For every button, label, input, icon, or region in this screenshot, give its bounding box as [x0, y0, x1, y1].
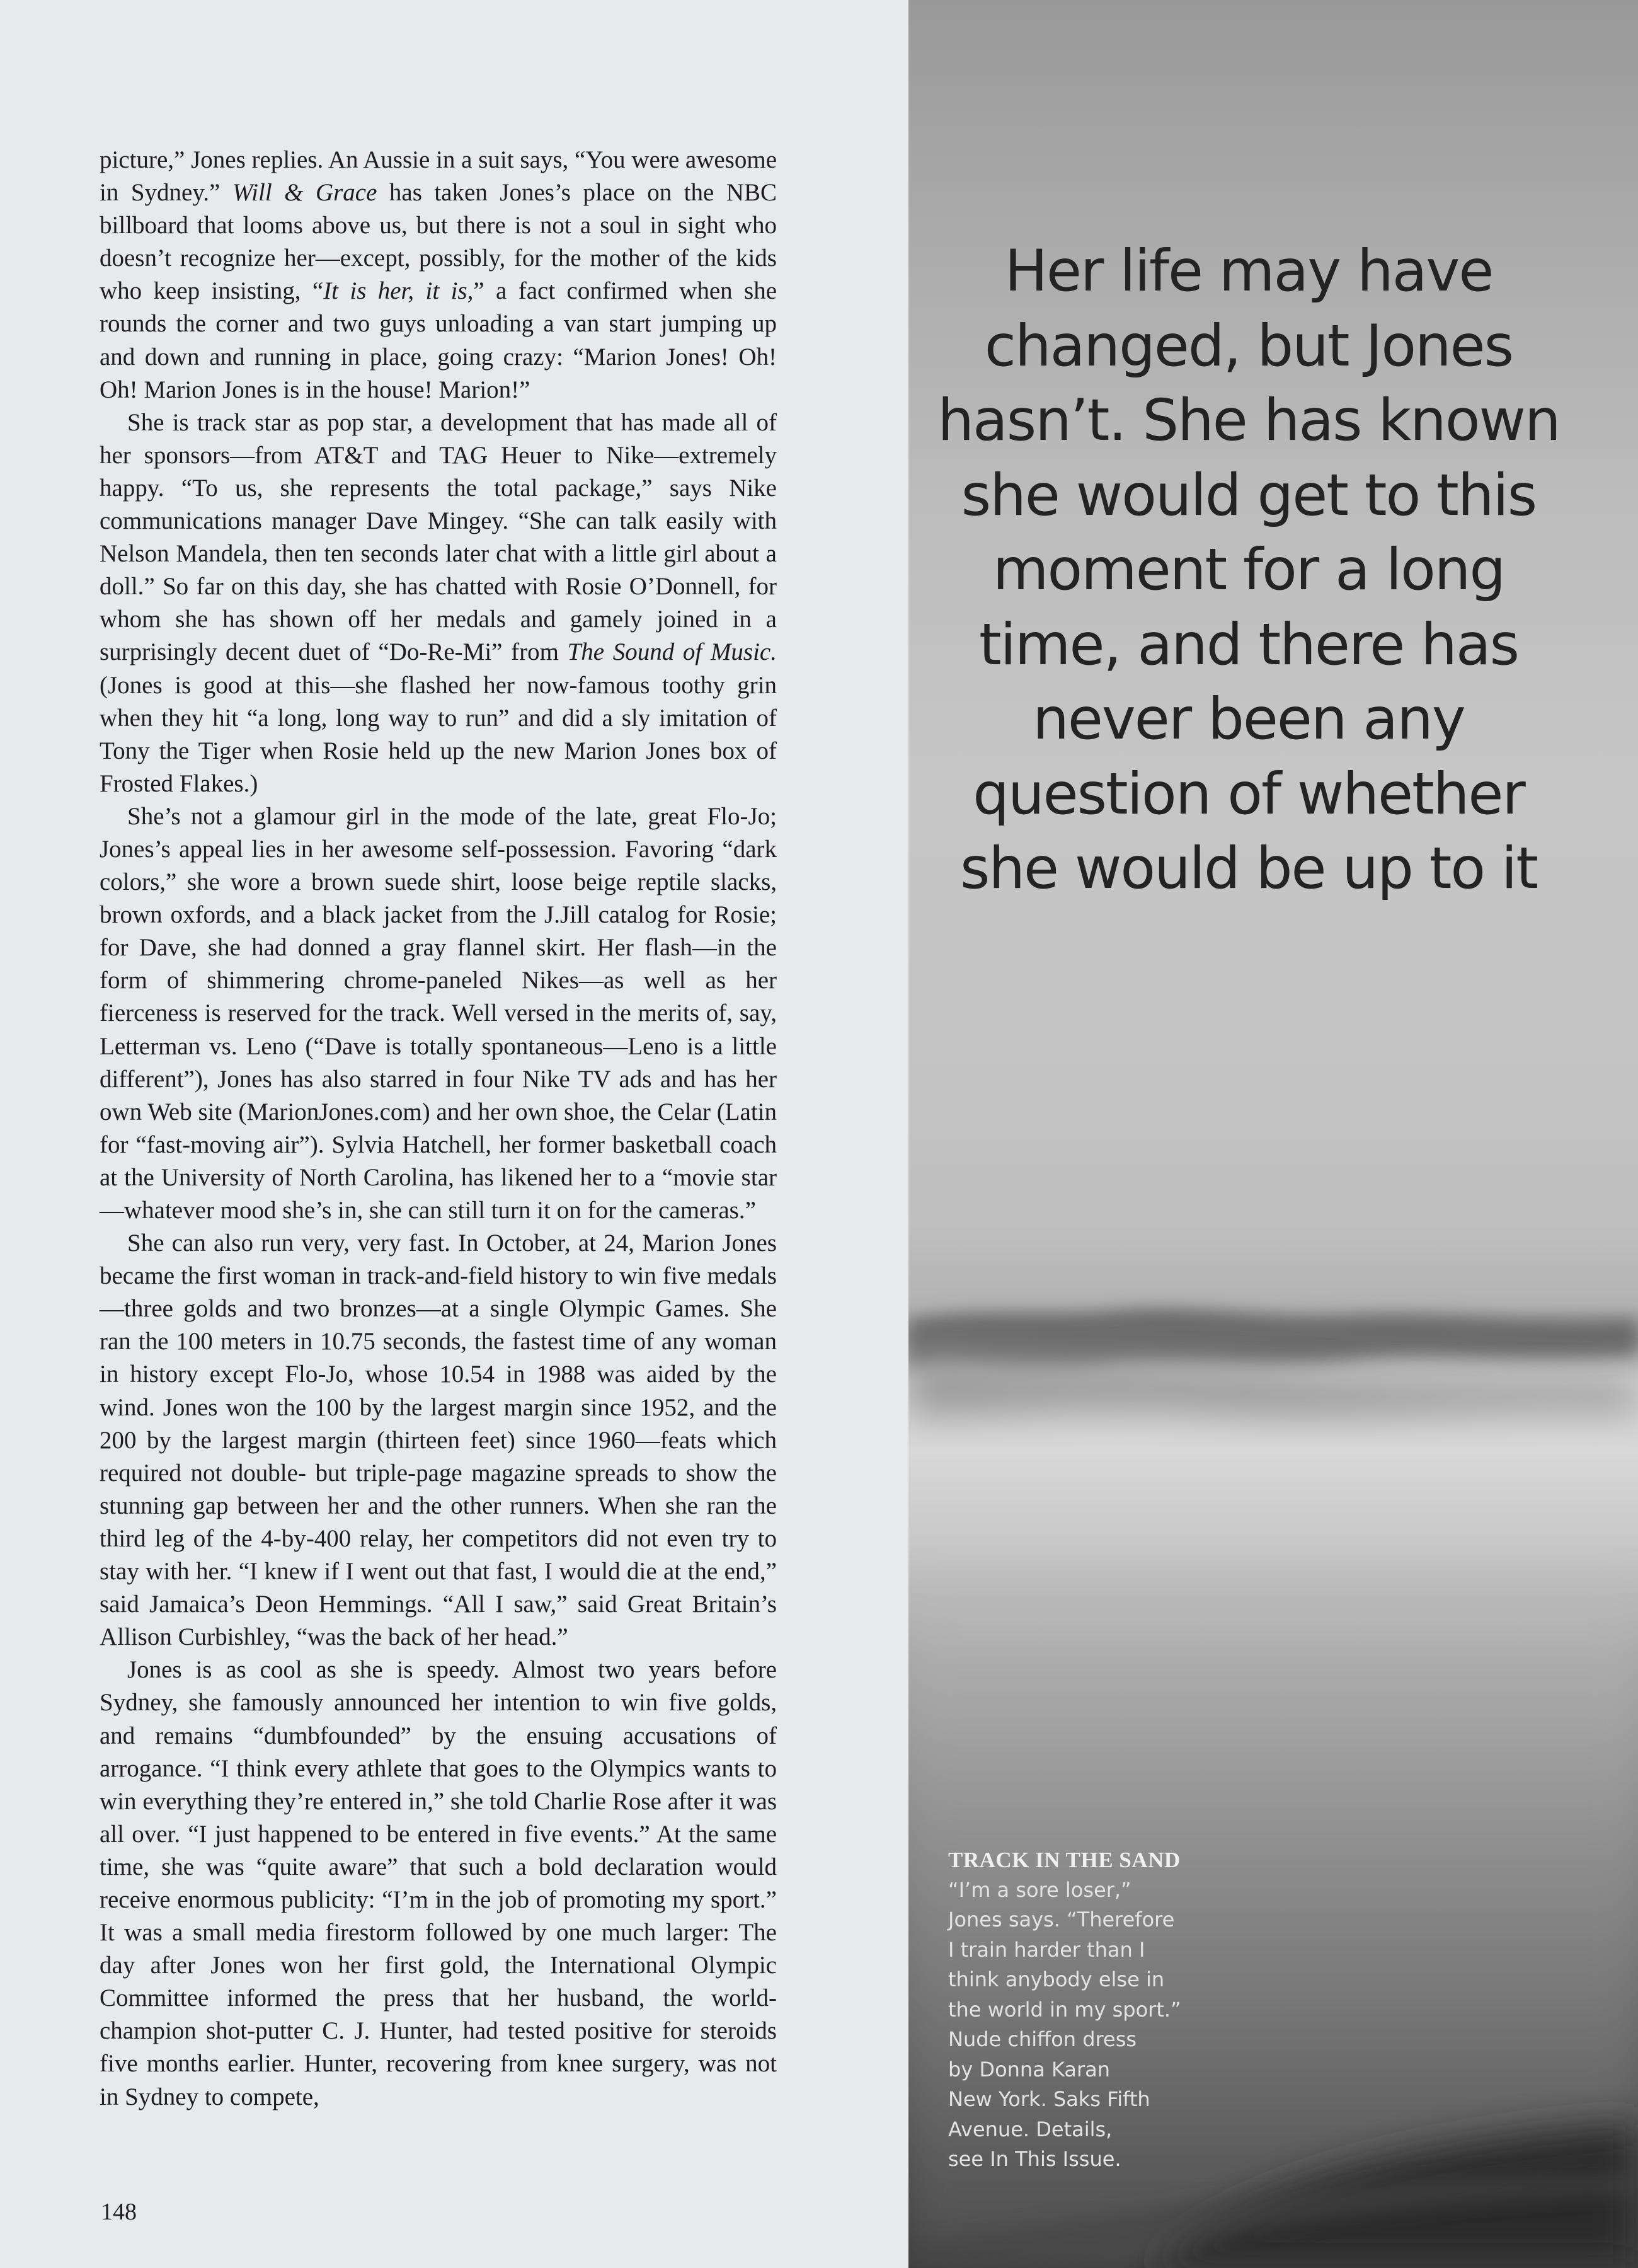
article-body: [100, 144, 777, 2114]
italic-title: Will & Grace: [232, 179, 377, 207]
page-number: 148: [101, 2199, 137, 2225]
caption-line: Nude chiffon dress: [948, 2027, 1137, 2051]
caption-line: by Donna Karan: [948, 2057, 1111, 2081]
photo-caption: [948, 1845, 1225, 2175]
caption-line: I train harder than I: [948, 1937, 1145, 1962]
paragraph-text: picture,” Jones replies. An Aussie in a suit says, “You were awesome in Sydney.”: [100, 146, 777, 207]
article-paragraph: [100, 406, 777, 800]
paragraph-text: has taken Jones’s place on the NBC billboard that looms above us, but there is not a soul in sight who doesn’t recognize her—except, possibly, for the mother of the kids who keep insisting, “: [100, 179, 777, 305]
pull-quote: Her life may have changed, but Jones hasn’t. She has known she would get to this moment for a long time, and there has never been any question of whether she would be up to it: [937, 238, 1560, 902]
caption-heading: TRACK IN THE SAND: [948, 1848, 1181, 1872]
article-paragraph: [100, 1227, 777, 1654]
caption-line: Jones says. “Therefore: [948, 1908, 1175, 1931]
italic-title: The Sound of Music.: [567, 638, 777, 666]
paragraph-text: She’s not a glamour girl in the mode of the late, great Flo-Jo; Jones’s appeal lies in her awesome self-possession. Favoring “dark colors,” she wore a brown suede shirt, loose beige reptile slacks, brown oxfords, and a black jacket from the J.Jill catalog for Rosie; for Dave, she had donned a gray flannel skirt. Her flash—in the form of shimmering chrome-paneled Nikes—as well as her fierceness is reserved for the track. Well versed in the merits of, say, Letterman vs. Leno (“Dave is totally spontaneous—Leno is a little different”), Jones has also starred in four Nike TV ads and has her own Web site (MarionJones.com) and her own shoe, the Celar (Latin for “fast-moving air”). Sylvia Hatchell, her former basketball coach at the University of North Carolina, has likened her to a “movie star—whatever mood she’s in, she can still turn it on for the cameras.”: [100, 802, 777, 1224]
caption-line: see In This Issue.: [948, 2147, 1121, 2171]
caption-line: Avenue. Details,: [948, 2117, 1113, 2141]
paragraph-text: She is track star as pop star, a development that has made all of her sponsors—from AT&T and TAG Heuer to Nike—extremely happy. “To us, she represents the total package,” says Nike communications manager Dave Mingey. “She can talk easily with Nelson Mandela, then ten seconds later chat with a little girl about a doll.” So far on this day, she has chatted with Rosie O’Donnell, for whom she has shown off her medals and gamely joined in a surprisingly decent duet of “Do-Re-Mi” from: [100, 408, 777, 666]
paragraph-text: Jones is as cool as she is speedy. Almost two years before Sydney, she famously announced her intention to win five golds, and remains “dumbfounded” by the ensuing accusations of arrogance. “I think every athlete that goes to the Olympics wants to win everything they’re entered in,” she told Charlie Rose after it was all over. “I just happened to be entered in five events.” At the same time, she was “quite aware” that such a bold declaration would receive enormous publicity: “I’m in the job of promoting my sport.” It was a small media firestorm followed by one much larger: The day after Jones won her first gold, the International Olympic Committee informed the press that her husband, the world-champion shot-putter C. J. Hunter, had tested positive for steroids five months earlier. Hunter, recovering from knee surgery, was not in Sydney to compete,: [100, 1656, 777, 2110]
dune-treeline: [908, 1309, 1638, 1369]
article-paragraph: [100, 1654, 777, 2113]
article-paragraph: [100, 800, 777, 1227]
paragraph-text: (Jones is good at this—she flashed her now-famous toothy grin when they hit “a long, long way to run” and did a sly imitation of Tony the Tiger when Rosie held up the new Marion Jones box of Frosted Flakes.): [100, 671, 777, 797]
paragraph-text: ” a fact confirmed when she rounds the corner and two guys unloading a van start jumping up and down and running in place, going crazy: “Marion Jones! Oh! Oh! Marion Jones is in the house! Marion!”: [100, 277, 777, 403]
paragraph-text: She can also run very, very fast. In October, at 24, Marion Jones became the first woman in track-and-field history to win five medals—three golds and two bronzes—at a single Olympic Games. She ran the 100 meters in 10.75 seconds, the fastest time of any woman in history except Flo-Jo, whose 10.54 in 1988 was aided by the wind. Jones won the 100 by the largest margin since 1952, and the 200 by the largest margin (thirteen feet) since 1960—feats which required not double- but triple-page magazine spreads to show the stunning gap between her and the other runners. When she ran the third leg of the 4-by-400 relay, her competitors did not even try to stay with her. “I knew if I went out that fast, I would die at the end,” said Jamaica’s Deon Hemmings. “All I saw,” said Great Britain’s Allison Curbishley, “was the back of her head.”: [100, 1229, 777, 1651]
caption-line: the world in my sport.”: [948, 1997, 1181, 2022]
caption-line: “I’m a sore loser,”: [948, 1877, 1131, 1902]
article-paragraph: [100, 144, 777, 406]
caption-line: New York. Saks Fifth: [948, 2087, 1150, 2111]
dune-shadow: [908, 1355, 1638, 1416]
caption-line: think anybody else in: [948, 1967, 1165, 1991]
italic-title: It is her, it is,: [323, 277, 474, 305]
